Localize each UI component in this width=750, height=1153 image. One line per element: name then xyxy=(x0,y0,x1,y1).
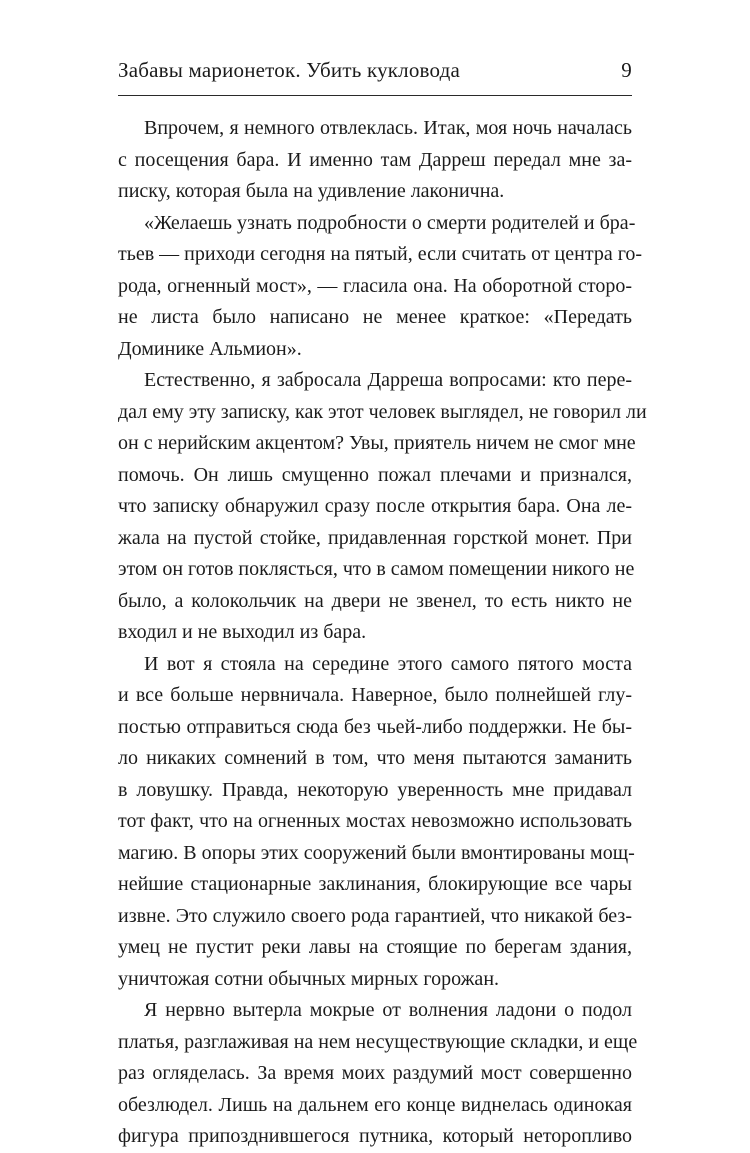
text-line: он с нерийским акцентом? Увы, приятель ничем не смог мне xyxy=(118,432,636,454)
paragraph xyxy=(118,365,647,649)
text-line: умец не пустит реки лавы на стоящие по берегам здания, xyxy=(118,936,632,958)
text-line: Доминике Альмион». xyxy=(118,337,302,360)
text-line: писку, которая была на удивление лаконична. xyxy=(118,180,505,202)
text-line: что записку обнаружил сразу после открытия бара. Она ле- xyxy=(118,495,632,517)
text-line: Естественно, я забросала Дарреша вопросами: кто пере- xyxy=(144,369,632,391)
text-line: Я нервно вытерла мокрые от волнения ладони о подол xyxy=(144,999,632,1021)
text-line: тьев — приходи сегодня на пятый, если считать от центра го- xyxy=(118,243,643,265)
text-line: фигура припозднившегося путника, который неторопливо xyxy=(118,1125,632,1147)
text-line: и все больше нервничала. Наверное, было полнейшей глу- xyxy=(118,684,632,706)
paragraph xyxy=(118,995,638,1153)
text-line: постью отправиться сюда без чьей-либо поддержки. Не бы- xyxy=(118,715,632,738)
paragraph xyxy=(118,113,632,208)
text-line: помочь. Он лишь смущенно пожал плечами и признался, xyxy=(118,463,632,486)
paragraph xyxy=(118,649,635,996)
text-line: И вот я стояла на середине этого самого пятого моста xyxy=(144,652,632,675)
running-title: Забавы марионеток. Убить кукловода xyxy=(118,58,461,82)
text-line: Впрочем, я немного отвлеклась. Итак, моя ночь началась xyxy=(144,117,632,139)
text-line: обезлюдел. Лишь на дальнем его конце виднелась одинокая xyxy=(118,1093,632,1116)
text-line: было, а колокольчик на двери не звенел, то есть никто не xyxy=(118,589,632,612)
text-line: уничтожая сотни обычных мирных горожан. xyxy=(118,967,500,990)
page-number: 9 xyxy=(621,58,632,82)
text-line: тот факт, что на огненных мостах невозможно использовать xyxy=(118,810,632,832)
body-text xyxy=(118,113,647,1153)
text-line: жала на пустой стойке, придавленная горсткой монет. При xyxy=(118,526,632,549)
paragraph xyxy=(118,208,643,366)
text-line: нейшие стационарные заклинания, блокирующие все чары xyxy=(118,873,632,895)
text-line: дал ему эту записку, как этот человек выглядел, не говорил ли xyxy=(118,400,647,423)
text-line: в ловушку. Правда, некоторую уверенность мне придавал xyxy=(118,778,632,801)
text-line: ло никаких сомнений в том, что меня пытаются заманить xyxy=(118,747,632,769)
text-line: с посещения бара. И именно там Дарреш передал мне за- xyxy=(118,148,632,171)
text-line: магию. В опоры этих сооружений были вмонтированы мощ- xyxy=(118,841,635,864)
text-line: платья, разглаживая на нем несуществующие складки, и еще xyxy=(118,1030,638,1053)
text-line: входил и не выходил из бара. xyxy=(118,621,367,643)
text-line: не листа было написано не менее краткое: «Передать xyxy=(118,306,632,328)
text-line: рода, огненный мост», — гласила она. На оборотной сторо- xyxy=(118,274,632,297)
text-line: раз огляделась. За время моих раздумий мост совершенно xyxy=(118,1062,632,1084)
running-header xyxy=(118,58,632,88)
text-line: этом он готов поклясться, что в самом помещении никого не xyxy=(118,558,635,580)
text-line: «Желаешь узнать подробности о смерти родителей и бра- xyxy=(144,211,636,234)
header-divider xyxy=(118,95,632,96)
text-line: извне. Это служило своего рода гарантией, что никакой без- xyxy=(118,904,632,927)
